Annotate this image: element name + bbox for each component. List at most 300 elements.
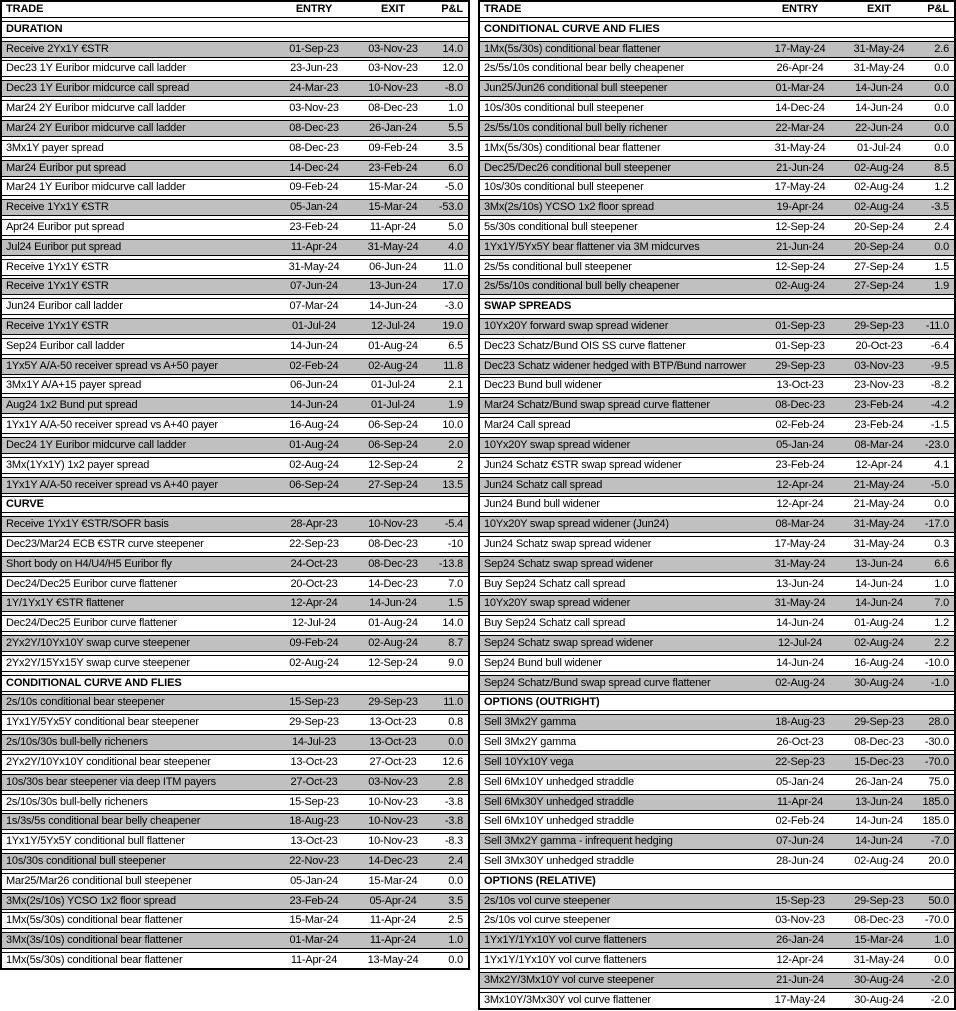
pnl-cell: 28.0 xyxy=(928,717,949,729)
exit-cell: 29-Sep-23 xyxy=(368,697,418,709)
pnl-cell: 11.8 xyxy=(443,360,463,372)
exit-cell: 08-Dec-23 xyxy=(854,737,904,749)
entry-cell: 01-Sep-23 xyxy=(289,43,339,55)
exit-cell: 08-Dec-23 xyxy=(368,558,418,570)
trade-cell: 1Mx(5s/30s) conditional bear flattener xyxy=(484,43,661,55)
entry-cell: 14-Dec-24 xyxy=(775,103,825,115)
pnl-cell: -11.0 xyxy=(925,321,949,332)
entry-cell: 09-Feb-24 xyxy=(289,638,339,649)
entry-cell: 07-Jun-24 xyxy=(776,836,824,848)
entry-cell: 31-May-24 xyxy=(774,142,826,154)
pnl-cell: 2.2 xyxy=(934,638,949,649)
entry-cell: 26-Jan-24 xyxy=(776,935,824,947)
entry-cell: 01-Mar-24 xyxy=(289,935,339,947)
entry-cell: 22-Sep-23 xyxy=(775,756,825,768)
table-row xyxy=(480,813,954,830)
entry-cell: 02-Feb-24 xyxy=(289,360,339,372)
table-row xyxy=(2,536,468,553)
exit-cell: 14-Dec-23 xyxy=(368,578,418,590)
table-row xyxy=(480,120,954,137)
pnl-cell: 20.0 xyxy=(928,855,949,867)
table-row xyxy=(2,615,468,632)
trade-cell: 2s/10s/30s bull-belly richeners xyxy=(6,737,148,749)
trade-cell: 10s/30s conditional bull steepener xyxy=(6,855,166,867)
pnl-cell: 0.0 xyxy=(934,241,949,253)
table-row xyxy=(2,278,468,295)
entry-cell: 13-Jun-24 xyxy=(776,578,824,590)
section-title: SWAP SPREADS xyxy=(484,301,572,313)
pnl-cell: 75.0 xyxy=(928,776,949,788)
section-header-row xyxy=(2,675,468,692)
pnl-cell: 1.5 xyxy=(448,598,463,610)
exit-cell: 12-Apr-24 xyxy=(855,459,903,471)
table-row xyxy=(2,338,468,355)
trade-cell: 1Mx(5s/30s) conditional bear flattener xyxy=(6,955,183,966)
pnl-cell: 1.0 xyxy=(934,935,949,947)
pnl-cell: -23.0 xyxy=(924,439,949,451)
table-row xyxy=(480,853,954,870)
pnl-cell: 185.0 xyxy=(922,796,949,808)
exit-cell: 06-Sep-24 xyxy=(368,439,418,451)
trade-cell: 2s/5s/10s conditional bull belly cheapener xyxy=(484,281,680,293)
entry-cell: 07-Mar-24 xyxy=(289,301,339,313)
trade-cell: Sell 3Mx2Y gamma xyxy=(484,737,576,749)
pnl-cell: 2.1 xyxy=(448,380,463,392)
pnl-cell: 7.0 xyxy=(448,578,463,590)
entry-cell: 24-Mar-23 xyxy=(289,83,339,95)
column-header-entry: ENTRY xyxy=(295,4,333,15)
section-header-row xyxy=(2,496,468,513)
entry-cell: 01-Jul-24 xyxy=(291,321,337,332)
trade-cell: 10Yx20Y swap spread widener xyxy=(484,439,631,451)
table-row xyxy=(480,179,954,196)
exit-cell: 01-Jul-24 xyxy=(370,400,416,412)
pnl-cell: -8.0 xyxy=(444,83,463,95)
trade-cell: Mar24 Schatz/Bund swap spread curve flattener xyxy=(484,400,710,412)
trade-cell: 3Mx(1Yx1Y) 1x2 payer spread xyxy=(6,459,150,471)
table-row xyxy=(2,932,468,949)
table-row xyxy=(2,140,468,157)
pnl-cell: 8.7 xyxy=(448,638,463,649)
table-row xyxy=(480,754,954,771)
entry-cell: 23-Feb-24 xyxy=(775,459,825,471)
exit-cell: 02-Aug-24 xyxy=(854,638,904,649)
table-row xyxy=(2,595,468,612)
entry-cell: 11-Apr-24 xyxy=(776,796,824,808)
trade-table-left xyxy=(0,0,470,970)
table-row xyxy=(480,912,954,929)
trade-cell: Sell 6Mx30Y unhedged straddle xyxy=(484,796,634,808)
trade-cell: Sell 6Mx10Y unhedged straddle xyxy=(484,776,634,788)
table-row xyxy=(480,714,954,731)
entry-cell: 02-Aug-24 xyxy=(289,459,339,471)
pnl-cell: 17.0 xyxy=(442,281,463,293)
pnl-cell: 0.0 xyxy=(934,63,949,75)
exit-cell: 14-Dec-23 xyxy=(368,855,418,867)
trade-cell: Buy Sep24 Schatz call spread xyxy=(484,578,626,590)
trade-cell: 3Mx(3s/10s) conditional bear flattener xyxy=(6,935,183,947)
trade-cell: Mar24 2Y Euribor midcurve call ladder xyxy=(6,103,186,115)
entry-cell: 13-Oct-23 xyxy=(290,756,338,768)
column-header-exit: EXIT xyxy=(866,4,892,15)
table-row xyxy=(480,536,954,553)
trade-cell: 1Yx1Y A/A-50 receiver spread vs A+40 payer xyxy=(6,479,218,491)
exit-cell: 03-Nov-23 xyxy=(368,43,418,55)
table-row xyxy=(2,853,468,870)
pnl-cell: 1.9 xyxy=(448,400,463,412)
entry-cell: 22-Mar-24 xyxy=(775,122,825,134)
exit-cell: 11-Apr-24 xyxy=(369,915,417,927)
pnl-cell: 14.0 xyxy=(442,618,463,630)
exit-cell: 13-Oct-23 xyxy=(369,737,417,749)
table-row xyxy=(2,714,468,731)
pnl-cell: -9.5 xyxy=(930,360,949,372)
trade-cell: Dec23 1Y Euribor midcurve call ladder xyxy=(6,63,187,75)
entry-cell: 23-Jun-23 xyxy=(290,63,338,75)
entry-cell: 22-Sep-23 xyxy=(289,538,339,550)
exit-cell: 08-Dec-23 xyxy=(368,103,418,115)
trade-cell: 1Yx1Y/1Yx10Y vol curve flatteners xyxy=(484,935,647,947)
exit-cell: 11-Apr-24 xyxy=(369,935,417,947)
pnl-cell: -1.5 xyxy=(930,420,949,432)
trade-cell: 10Yx20Y swap spread widener (Jun24) xyxy=(484,519,669,531)
pnl-cell: -70.0 xyxy=(924,915,949,927)
exit-cell: 31-May-24 xyxy=(853,538,905,550)
exit-cell: 06-Sep-24 xyxy=(368,420,418,432)
exit-cell: 23-Nov-23 xyxy=(854,380,904,392)
pnl-cell: 3.5 xyxy=(448,142,463,154)
pnl-cell: 13.5 xyxy=(442,479,463,491)
entry-cell: 15-Mar-24 xyxy=(289,915,339,927)
pnl-cell: 2 xyxy=(457,459,463,471)
exit-cell: 02-Aug-24 xyxy=(854,182,904,194)
table-row xyxy=(2,318,468,335)
exit-cell: 01-Aug-24 xyxy=(368,340,418,352)
pnl-cell: -8.3 xyxy=(444,836,463,848)
pnl-cell: 0.0 xyxy=(934,83,949,95)
entry-cell: 01-Sep-23 xyxy=(775,321,825,332)
table-row xyxy=(2,358,468,375)
section-title: OPTIONS (RELATIVE) xyxy=(484,875,596,887)
entry-cell: 01-Mar-24 xyxy=(775,83,825,95)
trade-cell: Receive 1Yx1Y €STR xyxy=(6,202,109,214)
entry-cell: 31-May-24 xyxy=(774,558,826,570)
entry-cell: 15-Sep-23 xyxy=(289,697,339,709)
pnl-cell: 9.0 xyxy=(448,657,463,669)
pnl-cell: 1.2 xyxy=(934,182,949,194)
trade-cell: 2Yx2Y/15Yx15Y swap curve steepener xyxy=(6,657,190,669)
trade-cell: Mar24 1Y Euribor midcurve call ladder xyxy=(6,182,186,194)
entry-cell: 16-Aug-24 xyxy=(289,420,339,432)
entry-cell: 31-May-24 xyxy=(288,261,340,273)
pnl-cell: -5.4 xyxy=(444,519,463,531)
table-row xyxy=(2,120,468,137)
pnl-cell: -13.8 xyxy=(438,558,463,570)
entry-cell: 14-Dec-24 xyxy=(289,162,339,174)
trade-cell: Mar24 Call spread xyxy=(484,420,571,432)
pnl-cell: -3.8 xyxy=(444,796,463,808)
table-row xyxy=(480,60,954,77)
entry-cell: 13-Oct-23 xyxy=(776,380,824,392)
entry-cell: 03-Nov-23 xyxy=(289,103,339,115)
trade-cell: Receive 1Yx1Y €STR/SOFR basis xyxy=(6,519,169,531)
table-row xyxy=(2,298,468,315)
entry-cell: 12-Apr-24 xyxy=(290,598,338,610)
trade-cell: 2s/5s conditional bull steepener xyxy=(484,261,632,273)
exit-cell: 14-Jun-24 xyxy=(855,103,903,115)
pnl-cell: 0.0 xyxy=(934,955,949,966)
exit-cell: 08-Mar-24 xyxy=(854,439,904,451)
table-row xyxy=(480,952,954,969)
trade-cell: Receive 2Yx1Y €STR xyxy=(6,43,109,55)
pnl-cell: 14.0 xyxy=(442,43,463,55)
entry-cell: 05-Jan-24 xyxy=(776,776,824,788)
exit-cell: 02-Aug-24 xyxy=(368,638,418,649)
entry-cell: 03-Nov-23 xyxy=(775,915,825,927)
table-row xyxy=(2,179,468,196)
exit-cell: 20-Sep-24 xyxy=(854,241,904,253)
table-row xyxy=(480,893,954,910)
trade-cell: Receive 1Yx1Y €STR xyxy=(6,321,109,332)
column-header-trade: TRADE xyxy=(6,4,44,15)
section-header-row xyxy=(480,21,954,38)
trade-cell: 3Mx1Y payer spread xyxy=(6,142,104,154)
table-row xyxy=(480,734,954,751)
exit-cell: 03-Nov-23 xyxy=(368,63,418,75)
exit-cell: 31-May-24 xyxy=(853,63,905,75)
table-row xyxy=(480,675,954,692)
entry-cell: 01-Sep-23 xyxy=(775,340,825,352)
table-row xyxy=(2,952,468,969)
pnl-cell: 2.0 xyxy=(448,439,463,451)
trade-cell: Sell 10Yx10Y vega xyxy=(484,756,574,768)
entry-cell: 18-Aug-23 xyxy=(289,816,339,828)
entry-cell: 02-Aug-24 xyxy=(775,281,825,293)
entry-cell: 12-Sep-24 xyxy=(775,221,825,233)
table-row xyxy=(2,417,468,434)
column-header-entry: ENTRY xyxy=(781,4,819,15)
entry-cell: 02-Feb-24 xyxy=(775,420,825,432)
exit-cell: 16-Aug-24 xyxy=(854,657,904,669)
table-row xyxy=(480,397,954,414)
pnl-cell: -1.0 xyxy=(930,677,949,689)
exit-cell: 12-Jul-24 xyxy=(370,321,416,332)
exit-cell: 15-Mar-24 xyxy=(368,875,418,887)
table-row xyxy=(2,794,468,811)
entry-cell: 12-Jul-24 xyxy=(777,638,823,649)
exit-cell: 14-Jun-24 xyxy=(369,598,417,610)
exit-cell: 13-Jun-24 xyxy=(369,281,417,293)
pnl-cell: 8.5 xyxy=(934,162,949,174)
entry-cell: 14-Jun-24 xyxy=(776,618,824,630)
entry-cell: 02-Aug-24 xyxy=(289,657,339,669)
trade-cell: 2Yx2Y/10Yx10Y swap curve steepener xyxy=(6,638,190,649)
trade-cell: Apr24 Euribor put spread xyxy=(6,221,125,233)
pnl-cell: 2.4 xyxy=(934,221,949,233)
table-row xyxy=(480,41,954,58)
table-row xyxy=(2,873,468,890)
table-row xyxy=(480,199,954,216)
pnl-cell: -70.0 xyxy=(924,756,949,768)
pnl-cell: 0.0 xyxy=(448,737,463,749)
trade-cell: 5s/30s conditional bull steepener xyxy=(484,221,638,233)
entry-cell: 12-Apr-24 xyxy=(776,479,824,491)
pnl-cell: 5.0 xyxy=(448,221,463,233)
trade-cell: Buy Sep24 Schatz call spread xyxy=(484,618,626,630)
table-row xyxy=(2,60,468,77)
trade-cell: 1Yx1Y A/A-50 receiver spread vs A+40 payer xyxy=(6,420,218,432)
trade-cell: Sep24 Schatz swap spread widener xyxy=(484,558,654,570)
trade-cell: Dec23 1Y Euribor midcurce call spread xyxy=(6,83,190,95)
exit-cell: 10-Nov-23 xyxy=(368,519,418,531)
trade-cell: Jun24 Euribor call ladder xyxy=(6,301,123,313)
exit-cell: 11-Apr-24 xyxy=(369,221,417,233)
table-row xyxy=(480,140,954,157)
table-row xyxy=(2,397,468,414)
section-title: OPTIONS (OUTRIGHT) xyxy=(484,697,600,709)
entry-cell: 09-Feb-24 xyxy=(289,182,339,194)
exit-cell: 10-Nov-23 xyxy=(368,83,418,95)
entry-cell: 15-Sep-23 xyxy=(289,796,339,808)
exit-cell: 01-Aug-24 xyxy=(368,618,418,630)
exit-cell: 15-Mar-24 xyxy=(368,182,418,194)
pnl-cell: 0.0 xyxy=(934,142,949,154)
trade-cell: 2Yx2Y/10Yx10Y conditional bear steepener xyxy=(6,756,211,768)
exit-cell: 20-Oct-23 xyxy=(855,340,903,352)
trade-cell: Short body on H4/U4/H5 Euribor fly xyxy=(6,558,172,570)
exit-cell: 02-Aug-24 xyxy=(368,360,418,372)
exit-cell: 27-Sep-24 xyxy=(854,281,904,293)
trade-cell: Mar24 2Y Euribor midcurve call ladder xyxy=(6,122,186,134)
entry-cell: 14-Jul-23 xyxy=(291,737,337,749)
entry-cell: 19-Apr-24 xyxy=(776,202,824,214)
pnl-cell: 1.0 xyxy=(448,935,463,947)
column-header-pnl: P&L xyxy=(927,4,949,15)
table-row xyxy=(2,100,468,117)
entry-cell: 08-Dec-23 xyxy=(289,122,339,134)
trade-cell: Jun24 Schatz swap spread widener xyxy=(484,538,652,550)
trade-table-right xyxy=(478,0,956,1010)
pnl-cell: -5.0 xyxy=(930,479,949,491)
pnl-cell: -4.2 xyxy=(930,400,949,412)
exit-cell: 01-Jul-24 xyxy=(370,380,416,392)
entry-cell: 26-Oct-23 xyxy=(776,737,824,749)
pnl-cell: 1.0 xyxy=(448,103,463,115)
table-row xyxy=(480,318,954,335)
exit-cell: 31-May-24 xyxy=(853,43,905,55)
entry-cell: 05-Jan-24 xyxy=(776,439,824,451)
pnl-cell: 19.0 xyxy=(442,321,463,332)
exit-cell: 15-Mar-24 xyxy=(368,202,418,214)
section-title: CONDITIONAL CURVE AND FLIES xyxy=(6,677,182,689)
entry-cell: 06-Sep-24 xyxy=(289,479,339,491)
table-row xyxy=(480,496,954,513)
pnl-cell: 0.0 xyxy=(934,103,949,115)
table-row xyxy=(2,457,468,474)
section-title: DURATION xyxy=(6,23,63,35)
pnl-cell: 2.6 xyxy=(934,43,949,55)
exit-cell: 13-Jun-24 xyxy=(855,558,903,570)
table-row xyxy=(480,516,954,533)
trade-cell: 1Yx1Y/5Yx5Y conditional bull flattener xyxy=(6,836,185,848)
table-row xyxy=(2,477,468,494)
table-row xyxy=(480,972,954,989)
pnl-cell: 50.0 xyxy=(928,895,949,907)
pnl-cell: -53.0 xyxy=(438,202,463,214)
table-row xyxy=(480,774,954,791)
exit-cell: 27-Sep-24 xyxy=(368,479,418,491)
exit-cell: 26-Jan-24 xyxy=(369,122,417,134)
entry-cell: 14-Jun-24 xyxy=(776,657,824,669)
trade-cell: Sep24 Euribor call ladder xyxy=(6,340,125,352)
table-row xyxy=(480,437,954,454)
pnl-cell: 5.5 xyxy=(448,122,463,134)
exit-cell: 08-Dec-23 xyxy=(368,538,418,550)
pnl-cell: 1.9 xyxy=(934,281,949,293)
entry-cell: 21-Jun-24 xyxy=(776,162,824,174)
pnl-cell: -2.0 xyxy=(930,994,949,1006)
trade-cell: Dec23 Schatz widener hedged with BTP/Bund narrower xyxy=(484,360,747,372)
table-row xyxy=(2,437,468,454)
entry-cell: 17-May-24 xyxy=(774,994,826,1006)
table-row xyxy=(480,219,954,236)
trade-cell: Dec24/Dec25 Euribor curve flattener xyxy=(6,618,177,630)
table-row xyxy=(2,833,468,850)
pnl-cell: 11.0 xyxy=(443,261,463,273)
pnl-cell: 0.0 xyxy=(934,499,949,511)
pnl-cell: 7.0 xyxy=(934,598,949,610)
table-row xyxy=(480,160,954,177)
exit-cell: 15-Mar-24 xyxy=(854,935,904,947)
entry-cell: 12-Sep-24 xyxy=(775,261,825,273)
section-title: CONDITIONAL CURVE AND FLIES xyxy=(484,23,660,35)
table-row xyxy=(2,556,468,573)
exit-cell: 10-Nov-23 xyxy=(368,816,418,828)
exit-cell: 14-Jun-24 xyxy=(855,836,903,848)
table-row xyxy=(480,259,954,276)
trade-cell: 1Mx(5s/30s) conditional bear flattener xyxy=(6,915,183,927)
table-row xyxy=(480,635,954,652)
entry-cell: 27-Oct-23 xyxy=(290,776,338,788)
trade-cell: 3Mx(2s/10s) YCSO 1x2 floor spread xyxy=(6,895,176,907)
exit-cell: 01-Aug-24 xyxy=(854,618,904,630)
table-row xyxy=(2,655,468,672)
table-row xyxy=(480,655,954,672)
column-header-exit: EXIT xyxy=(380,4,406,15)
exit-cell: 27-Oct-23 xyxy=(369,756,417,768)
pnl-cell: -8.2 xyxy=(930,380,949,392)
table-row xyxy=(480,794,954,811)
table-row xyxy=(480,477,954,494)
exit-cell: 26-Jan-24 xyxy=(855,776,903,788)
trade-cell: Sep24 Bund bull widener xyxy=(484,657,602,669)
entry-cell: 14-Jun-24 xyxy=(290,340,338,352)
table-row xyxy=(480,377,954,394)
trade-cell: Sell 3Mx2Y gamma xyxy=(484,717,576,729)
trade-cell: 10s/30s conditional bull steepener xyxy=(484,103,644,115)
pnl-cell: -6.4 xyxy=(930,340,949,352)
exit-cell: 14-Jun-24 xyxy=(855,598,903,610)
section-header-row xyxy=(480,298,954,315)
trade-cell: 2s/10s vol curve steepener xyxy=(484,915,611,927)
trade-cell: Sep24 Schatz/Bund swap spread curve flattener xyxy=(484,677,711,689)
entry-cell: 28-Jun-24 xyxy=(776,855,824,867)
pnl-cell: 6.6 xyxy=(934,558,949,570)
entry-cell: 23-Feb-24 xyxy=(289,895,339,907)
exit-cell: 13-May-24 xyxy=(367,955,419,966)
entry-cell: 07-Jun-24 xyxy=(290,281,338,293)
table-row xyxy=(480,338,954,355)
